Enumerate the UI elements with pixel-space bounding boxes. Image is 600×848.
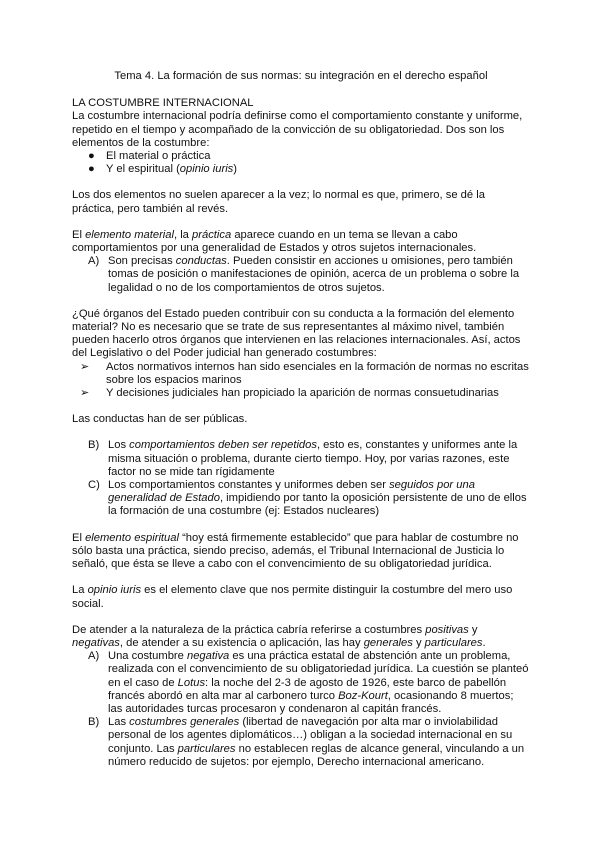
list-item: B) Los comportamientos deben ser repetidos, esto es, constantes y uniformes ante la misma situación o problema, durante cierto tiempo. Hoy, por varias razones, este factor no se mide tan rígidamente bbox=[88, 439, 518, 478]
list-item: ➢ Y decisiones judiciales han propiciado la aparición de normas consuetudinarias bbox=[80, 387, 499, 400]
page-title: Tema 4. La formación de sus normas: su integración en el derecho español bbox=[114, 70, 488, 82]
organs-paragraph: ¿Qué órganos del Estado pueden contribuir con su conducta a la formación del elemento material? No es necesario que se trate de sus representantes al máximo nivel, también pueden hacerlo otros órganos que intervienen en las relaciones internacionales. Así, actos del Legislativo o del Poder judicial han generado costumbres: bbox=[72, 307, 521, 360]
list-item: ● Y el espiritual (opinio iuris) bbox=[88, 163, 238, 176]
list-item: B) Las costumbres generales (libertad de navegación por alta mar o inviolabilidad personal de los agentes diplomáticos…) obligan a la sociedad internacional en su conjunto. Las particulares no establecen reglas de alcance general, vinculando a un número reducido de sujetos: por ejemplo, Derecho internacional americano. bbox=[88, 716, 525, 768]
arrow-bullet-icon: ➢ bbox=[80, 387, 90, 400]
bullet-icon: ● bbox=[88, 150, 95, 163]
spiritual-paragraph: El elemento espiritual “hoy está firmemente establecido” que para hablar de costumbre no sólo basta una práctica, siendo preciso, además, el Tribunal Internacional de Justicia lo señaló, que ésta se lleve a cabo con el convencimiento de su obligatoriedad jurídica. bbox=[72, 531, 519, 571]
section-heading: LA COSTUMBRE INTERNACIONAL bbox=[72, 97, 254, 110]
list-item: ➢ Actos normativos internos han sido esenciales en la formación de normas no escritas sobre los espacios marinos bbox=[80, 360, 529, 386]
opinio-paragraph: La opinio iuris es el elemento clave que nos permite distinguir la costumbre del mero uso social. bbox=[72, 584, 513, 610]
public-conduct-paragraph: Las conductas han de ser públicas. bbox=[72, 413, 248, 426]
intro-paragraph: La costumbre internacional podría definirse como el comportamiento constante y uniforme, repetido en el tiempo y acompañado de la convicción de su obligatoriedad. Dos son los elementos de la costumbre: bbox=[72, 110, 523, 149]
list-item: C) Los comportamientos constantes y uniformes deben ser seguidos por una generalidad de Estado, impidiendo por tanto la oposición persistente de uno de ellos la formación de una costumbre (ej: Estados nucleares) bbox=[88, 479, 527, 518]
bullet-icon: ● bbox=[88, 163, 95, 176]
two-elements-paragraph: Los dos elementos no suelen aparecer a la vez; lo normal es que, primero, se dé la práctica, pero también al revés. bbox=[72, 189, 485, 215]
material-paragraph: El elemento material, la práctica aparece cuando en un tema se llevan a cabo comportamientos por una generalidad de Estados y otros sujetos internacionales. bbox=[72, 228, 477, 255]
arrow-bullet-icon: ➢ bbox=[80, 360, 90, 373]
nature-paragraph: De atender a la naturaleza de la práctica cabría referirse a costumbres positivas y negativas, de atender a su existencia o aplicación, las hay generales y particulares. bbox=[72, 623, 486, 649]
list-item: A) Son precisas conductas. Pueden consistir en acciones u omisiones, pero también tomas de posición o manifestaciones de opinión, acerca de un problema o sobre la legalidad o no de los comportamientos de otros sujetos. bbox=[88, 255, 520, 294]
nature-list bbox=[72, 650, 530, 769]
conduct-list bbox=[72, 439, 530, 518]
material-list bbox=[72, 255, 530, 295]
elements-list bbox=[72, 150, 530, 176]
organs-list bbox=[72, 361, 530, 401]
list-item: A) Una costumbre negativa es una práctica estatal de abstención ante un problema, realizada con el convencimiento de su obligatoriedad jurídica. La cuestión se planteó en el caso de Lotus: la noche del 2-3 de agosto de 1926, este barco de pabellón francés abordó en alta mar al carbonero turco Boz-Kourt, ocasionando 8 muertos; las autoridades turcas procesaron y condenaron al capitán francés. bbox=[88, 650, 529, 715]
list-item: ● El material o práctica bbox=[88, 150, 211, 163]
